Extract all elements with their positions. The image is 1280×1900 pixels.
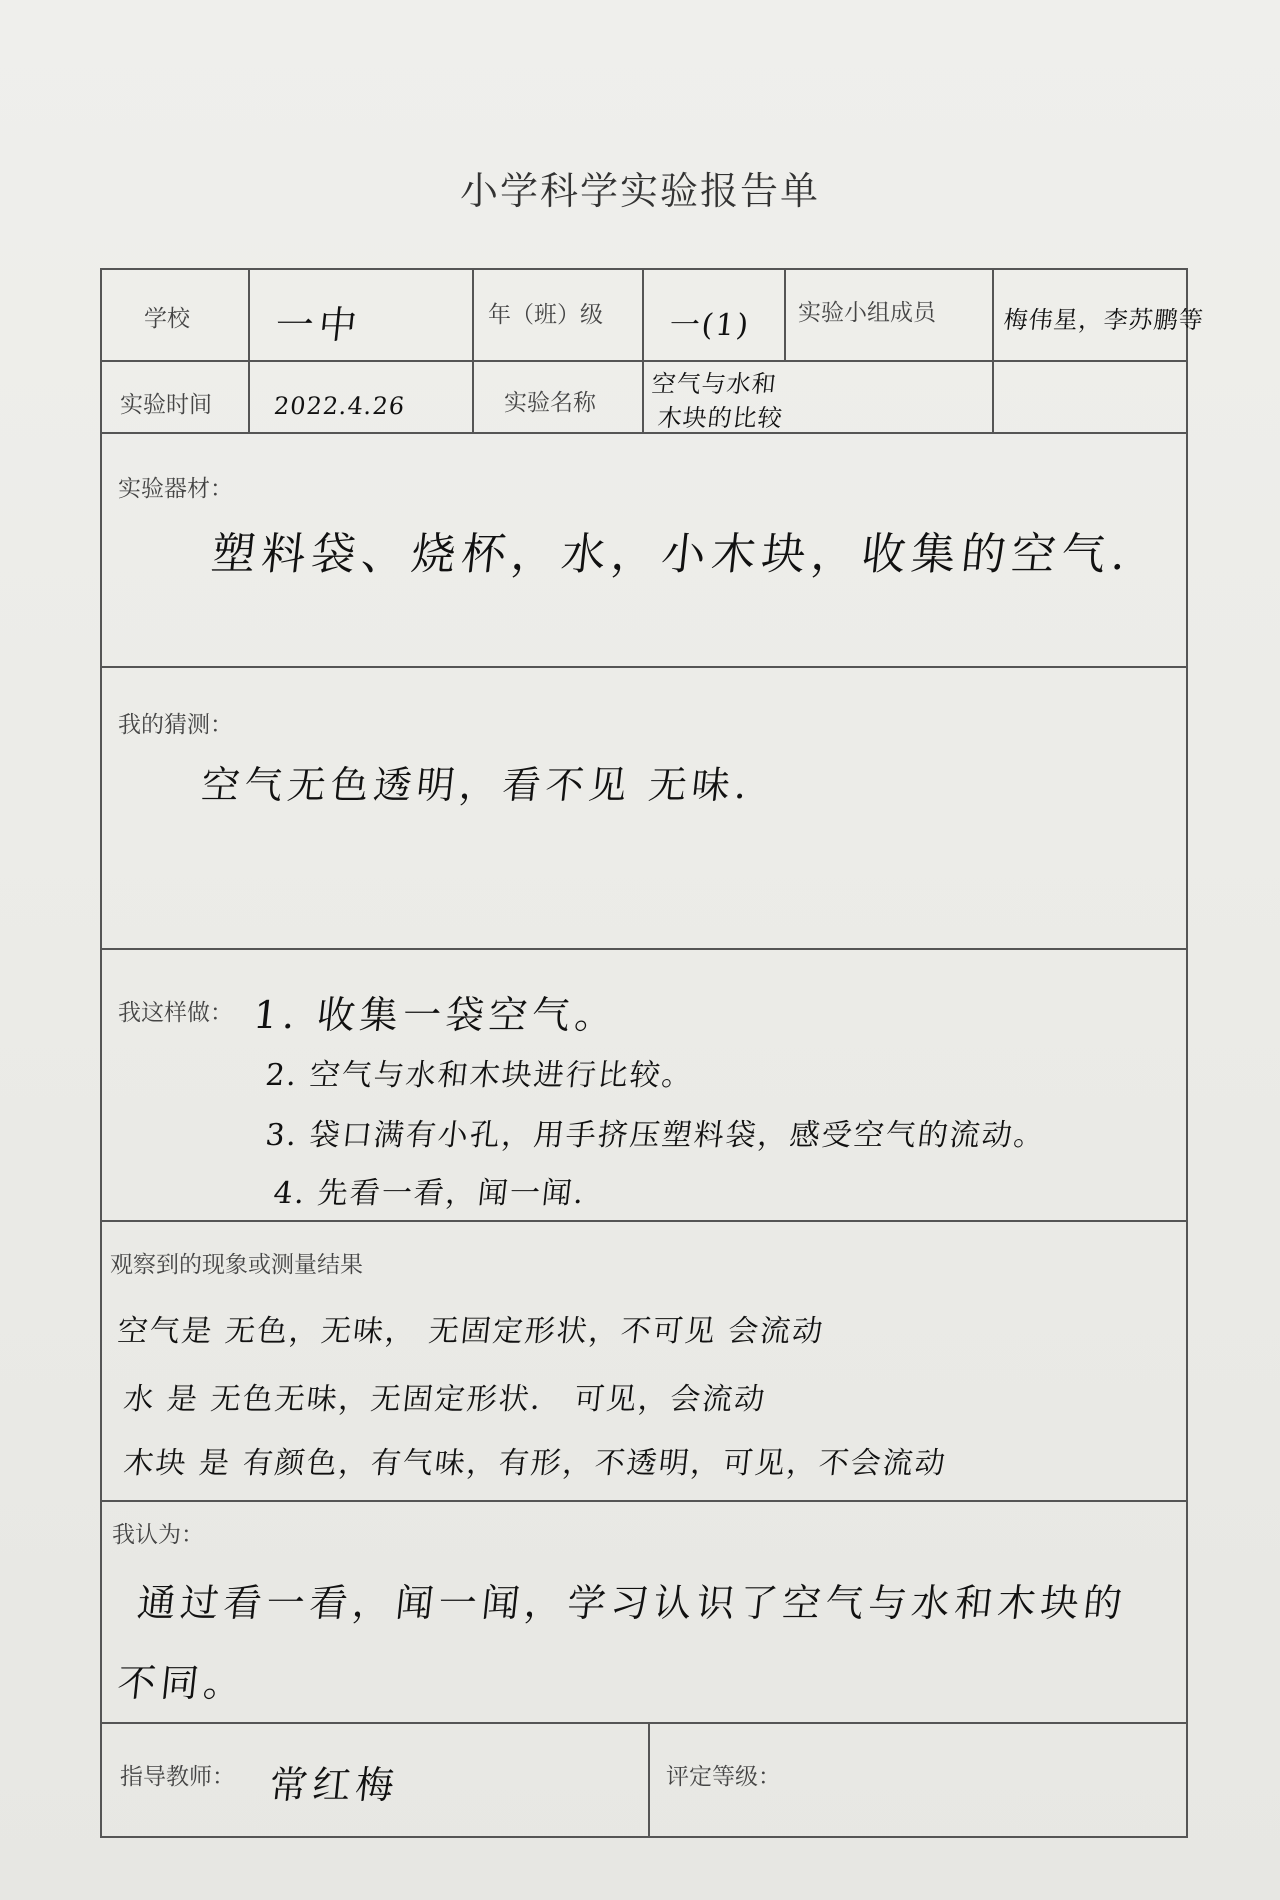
name-value-line2: 木块的比较 xyxy=(656,404,785,432)
time-label-cell xyxy=(102,362,250,432)
members-value-cell xyxy=(994,270,1206,360)
name-value-line1: 空气与水和 xyxy=(650,370,779,398)
teacher-value: 常红梅 xyxy=(267,1763,401,1807)
time-value-cell xyxy=(250,362,474,432)
observation-label: 观察到的现象或测量结果 xyxy=(110,1252,363,1278)
conclusion-line-1: 通过看一看，闻一闻，学习认识了空气与水和木块的 xyxy=(135,1581,1129,1625)
grade-label: 年（班）级 xyxy=(488,302,603,328)
teacher-label: 指导教师： xyxy=(120,1764,235,1790)
school-value-cell xyxy=(250,270,474,360)
members-label: 实验小组成员 xyxy=(798,300,936,326)
conclusion-label: 我认为： xyxy=(112,1522,204,1548)
name-label-cell xyxy=(474,362,644,432)
members-value: 梅伟星，李苏鹏等 xyxy=(1002,306,1206,334)
school-label: 学校 xyxy=(144,306,190,332)
method-step-4: 4. 先看一看，闻一闻. xyxy=(271,1176,588,1211)
name-label: 实验名称 xyxy=(504,390,596,416)
school-label-cell xyxy=(102,270,250,360)
conclusion-line-2: 不同。 xyxy=(115,1661,249,1705)
footer-row xyxy=(102,1724,1186,1836)
header-row-1 xyxy=(102,270,1206,362)
evaluation-cell xyxy=(650,1724,1186,1836)
materials-text: 塑料袋、烧杯，水，小木块，收集的空气. xyxy=(208,529,1135,580)
observation-line-2: 水 是 无色无味，无固定形状． 可见，会流动 xyxy=(121,1382,769,1417)
observation-line-1: 空气是 无色，无味， 无固定形状，不可见 会流动 xyxy=(115,1314,827,1349)
time-value: 2022.4.26 xyxy=(272,392,407,420)
report-table xyxy=(100,268,1206,1838)
evaluation-label: 评定等级： xyxy=(666,1764,781,1790)
grade-label-cell xyxy=(474,270,644,360)
school-value: 一中 xyxy=(273,303,364,347)
method-section xyxy=(102,950,1186,1222)
page-title: 小学科学实验报告单 xyxy=(459,169,820,213)
observation-section xyxy=(102,1222,1186,1502)
method-label: 我这样做： xyxy=(118,1000,233,1026)
materials-section xyxy=(102,434,1186,668)
time-label: 实验时间 xyxy=(120,392,212,418)
method-step-3: 3. 袋口满有小孔，用手挤压塑料袋，感受空气的流动。 xyxy=(263,1118,1048,1153)
method-step-2: 2. 空气与水和木块进行比较。 xyxy=(263,1058,696,1093)
grade-value-cell xyxy=(644,270,786,360)
guess-section xyxy=(102,668,1186,950)
method-step-1: 1. 收集一袋空气。 xyxy=(251,993,621,1037)
teacher-cell xyxy=(102,1724,650,1836)
materials-label: 实验器材： xyxy=(118,476,233,502)
name-value-cell xyxy=(644,362,994,432)
header-row-2 xyxy=(102,362,1186,434)
blank-cell xyxy=(994,362,1186,432)
members-label-cell xyxy=(786,270,994,360)
grade-value: 一(1) xyxy=(667,308,752,343)
guess-text: 空气无色透明，看不见 无味. xyxy=(199,763,755,807)
conclusion-section xyxy=(102,1502,1186,1724)
observation-line-3: 木块 是 有颜色，有气味，有形，不透明，可见，不会流动 xyxy=(121,1446,949,1481)
guess-label: 我的猜测： xyxy=(118,712,233,738)
